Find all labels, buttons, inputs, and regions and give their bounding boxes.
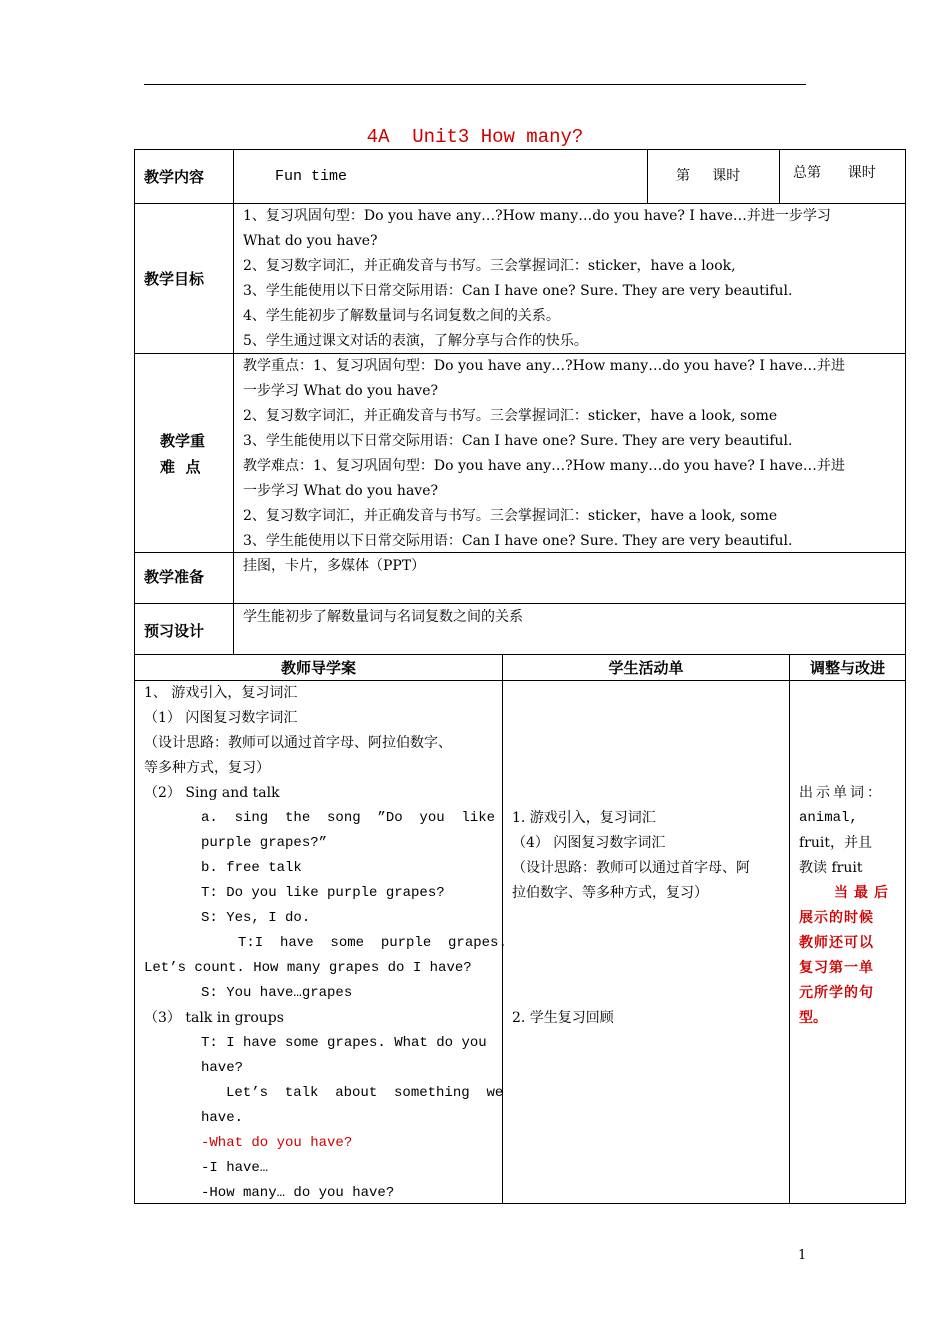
adjust-note: 展示的时候	[799, 910, 874, 926]
student-line: 拉伯数字、等多种方式，复习）	[512, 885, 708, 901]
teacher-line: （3） talk in groups	[144, 1010, 284, 1026]
teacher-line: S: Yes, I do.	[201, 910, 311, 926]
teacher-line: have.	[201, 1110, 244, 1126]
preview-label: 预习设计	[144, 622, 205, 640]
teacher-line: -I have…	[201, 1160, 269, 1176]
teacher-line: -How many… do you have?	[201, 1185, 395, 1201]
keypoint-line: 3、学生能使用以下日常交际用语：Can I have one? Sure. They are very beautiful.	[243, 433, 793, 449]
student-line: （设计思路：教师可以通过首字母、阿	[512, 860, 750, 876]
goal-line: 4、学生能初步了解数量词与名词复数之间的关系。	[243, 308, 560, 324]
content-value: Fun time	[275, 168, 348, 185]
teacher-line-highlight: -What do you have?	[201, 1135, 353, 1151]
page-number: 1	[798, 1248, 807, 1263]
adjust-line: 教读 fruit	[799, 860, 863, 876]
lesson-number: 第 课时	[676, 168, 741, 184]
teacher-line: （1） 闪图复习数字词汇	[144, 710, 298, 726]
adjust-note: 复习第一单	[799, 960, 874, 976]
column-header-teacher: 教师导学案	[280, 659, 356, 677]
teacher-line: b. free talk	[201, 860, 302, 876]
teacher-line: a. sing the song ”Do you like	[201, 810, 496, 826]
teacher-line: have?	[201, 1060, 244, 1076]
teacher-line: T: I have some grapes. What do you	[201, 1035, 487, 1051]
teacher-line: Let’s talk about something we	[226, 1085, 504, 1101]
total-lesson-number: 总第 课时	[793, 165, 876, 181]
adjust-line: animal,	[799, 810, 858, 826]
goal-line: 2、复习数字词汇，并正确发音与书写。三会掌握词汇：sticker，have a look,	[243, 258, 736, 274]
student-line: 2. 学生复习回顾	[512, 1010, 614, 1026]
teacher-line: purple grapes?”	[201, 835, 328, 851]
adjust-note: 教师还可以	[799, 935, 874, 951]
keypoints-label-1: 教学重	[160, 432, 206, 450]
preparation-label: 教学准备	[144, 568, 205, 586]
student-line: （4） 闪图复习数字词汇	[512, 835, 666, 851]
adjust-note: 型。	[799, 1010, 827, 1026]
adjust-note: 当最后	[834, 885, 894, 901]
column-header-student: 学生活动单	[608, 659, 684, 677]
adjust-line: 出示单词：	[799, 785, 884, 801]
keypoint-line: 2、复习数字词汇，并正确发音与书写。三会掌握词汇：sticker，have a look, some	[243, 408, 778, 424]
adjust-line: fruit，并且	[799, 835, 872, 851]
teacher-line: T: Do you like purple grapes?	[201, 885, 445, 901]
keypoint-line: 教学难点：1、复习巩固句型：Do you have any…?How many…do you have? I have…并进	[243, 458, 845, 474]
teacher-line: Let’s count. How many grapes do I have?	[144, 960, 472, 976]
keypoint-line: 教学重点：1、复习巩固句型：Do you have any…?How many…do you have? I have…并进	[243, 358, 845, 374]
goal-line: 5、学生通过课文对话的表演，了解分享与合作的快乐。	[243, 333, 588, 349]
keypoint-line: 一步学习 What do you have?	[243, 383, 438, 399]
keypoints-label-2: 难 点	[160, 458, 201, 476]
teacher-line: （设计思路：教师可以通过首字母、阿拉伯数字、	[144, 735, 452, 751]
goals-label: 教学目标	[144, 270, 205, 288]
goal-line: 1、复习巩固句型：Do you have any…?How many…do you have? I have…并进一步学习	[243, 208, 831, 224]
preview-value: 学生能初步了解数量词与名词复数之间的关系	[243, 609, 523, 625]
keypoint-line: 2、复习数字词汇，并正确发音与书写。三会掌握词汇：sticker，have a look, some	[243, 508, 778, 524]
column-header-adjust: 调整与改进	[809, 659, 885, 677]
teacher-line: （2） Sing and talk	[144, 785, 280, 801]
keypoint-line: 3、学生能使用以下日常交际用语：Can I have one? Sure. They are very beautiful.	[243, 533, 793, 549]
teacher-line: T:I have some purple grapes.	[238, 935, 507, 951]
content-label: 教学内容	[144, 168, 205, 186]
adjust-note: 元所学的句	[799, 985, 874, 1001]
goal-line: What do you have?	[243, 233, 378, 249]
teacher-line: S: You have…grapes	[201, 985, 353, 1001]
preparation-value: 挂图，卡片，多媒体（PPT）	[243, 558, 426, 574]
teacher-line: 1、 游戏引入，复习词汇	[144, 685, 298, 701]
student-line: 1. 游戏引入，复习词汇	[512, 810, 656, 826]
header-rule	[144, 84, 806, 85]
keypoint-line: 一步学习 What do you have?	[243, 483, 438, 499]
page-title: 4A Unit3 How many?	[366, 126, 584, 148]
teacher-line: 等多种方式，复习）	[144, 760, 270, 776]
goal-line: 3、学生能使用以下日常交际用语：Can I have one? Sure. They are very beautiful.	[243, 283, 793, 299]
